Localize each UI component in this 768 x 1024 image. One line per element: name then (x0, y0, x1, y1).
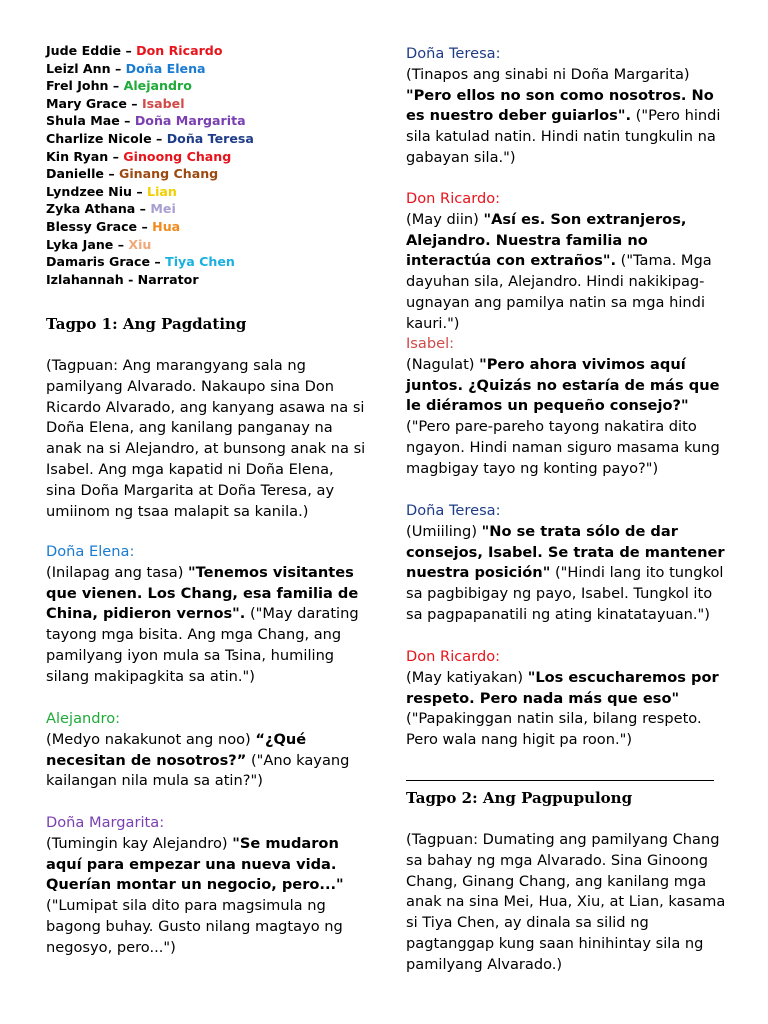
tagalog-translation: ("Papakinggan natin sila, bilang respeto. Pero wala nang higit pa roon.") (406, 710, 702, 749)
spanish-line: “¿Qué necesitan de nosotros?” (46, 730, 307, 769)
stage-direction: (May katiyakan) (406, 668, 528, 686)
role-name: Isabel (141, 95, 185, 111)
spanish-line: "Pero ahora vivimos aquí juntos. ¿Quizás no estaría de más que le diéramos un pequeño consejo?" (406, 355, 720, 415)
stage-direction: (Nagulat) (406, 355, 480, 373)
cast-entry (46, 271, 254, 289)
cast-list (46, 42, 254, 288)
speaker-name: Doña Elena: (46, 543, 135, 560)
stage-direction: (Inilapag ang tasa) (46, 563, 189, 581)
actor-name: Izlahannah - Narrator (46, 271, 199, 287)
role-name: Doña Elena (125, 60, 206, 76)
scene-1-title: Tagpo 1: Ang Pagdating (46, 315, 247, 333)
dialogue-block (46, 709, 366, 792)
cast-entry (46, 148, 254, 166)
cast-entry (46, 112, 254, 130)
speaker-name: Isabel: (406, 335, 455, 352)
spanish-line: "Tenemos visitantes que vienen. Los Chang, esa familia de China, pidieron vernos". (46, 563, 359, 623)
cast-entry (46, 77, 254, 95)
role-name: Tiya Chen (165, 254, 235, 270)
cast-entry (46, 95, 254, 113)
stage-direction: (May diin) (406, 210, 484, 228)
dialogue-block (406, 647, 726, 751)
scene-2-title: Tagpo 2: Ang Pagpupulong (406, 789, 633, 807)
tagalog-translation: ("Ano kayang kailangan nila mula sa atin?") (46, 751, 350, 790)
stage-direction: (Tinapos ang sinabi ni Doña Margarita) (406, 65, 690, 83)
cast-entry (46, 130, 254, 148)
cast-entry (46, 200, 254, 218)
role-name: Lian (147, 183, 177, 199)
tagalog-translation: ("Tama. Mga dayuhan sila, Alejandro. Hindi nakikipag-ugnayan ang pamilya natin sa mga hindi kauri.") (406, 252, 712, 332)
spanish-line: "Así es. Son extranjeros, Alejandro. Nuestra familia no interactúa con extraños". (406, 210, 687, 270)
tagalog-translation: ("Lumipat sila dito para magsimula ng bagong buhay. Gusto nilang magtayo ng negosyo, pero...") (46, 897, 343, 956)
cast-entry (46, 253, 254, 271)
scene-1-setting: (Tagpuan: Ang marangyang sala ng pamilyang Alvarado. Nakaupo sina Don Ricardo Alvarado, ang kanyang asawa na si Doña Elena, ang kanilang panganay na anak na si Alejandro, at bunsong anak na si Isabel. Ang mga kapatid ni Doña Elena, sina Doña Margarita at Doña Teresa, ay umiinom ng tsaa malapit sa kanila.) (46, 357, 366, 520)
role-name: Doña Teresa (166, 130, 254, 146)
stage-direction: (Medyo nakakunot ang noo) (46, 730, 256, 748)
dialogue-block (406, 334, 726, 480)
actor-name: Frel John – (46, 78, 124, 94)
role-name: Ginang Chang (119, 166, 219, 182)
role-name: Xiu (128, 236, 152, 252)
tagalog-translation: ("Pero hindi sila katulad natin. Hindi natin tungkulin na gabayan sila.") (406, 107, 721, 166)
actor-name: Damaris Grace – (46, 254, 166, 270)
speaker-name: Alejandro: (46, 710, 121, 727)
actor-name: Kin Ryan – (46, 148, 124, 164)
scene-2-setting: (Tagpuan: Dumating ang pamilyang Chang sa bahay ng mga Alvarado. Sina Ginoong Chang, Ginang Chang, ang kanilang mga anak na sina Mei, Hua, Xiu, at Lian, kasama si Tiya Chen, ay dinala sa silid ng pagtanggap kung saan hinihintay sila ng pamilyang Alvarado.) (406, 831, 726, 973)
actor-name: Lyndzee Niu – (46, 183, 148, 199)
role-name: Mei (150, 201, 176, 217)
dialogue-block (406, 189, 726, 335)
speaker-name: Don Ricardo: (406, 190, 501, 207)
tagalog-translation: ("Hindi lang ito tungkol sa pagbibigay ng payo, Isabel. Tungkol ito sa pagpapanatili ng ating kinatatayuan.") (406, 564, 724, 623)
tagalog-translation: ("Pero pare-pareho tayong nakatira dito ngayon. Hindi naman siguro masama kung magbigay tayo ng konting payo?") (406, 418, 720, 477)
actor-name: Jude Eddie – (46, 43, 137, 58)
tagalog-translation: ("May darating tayong mga bisita. Ang mga Chang, ang pamilyang iyon mula sa Tsina, humiling silang makipagkita sa atin.") (46, 605, 359, 685)
speaker-name: Don Ricardo: (406, 648, 501, 665)
actor-name: Zyka Athana – (46, 201, 151, 217)
dialogue-block (46, 542, 366, 688)
actor-name: Blessy Grace – (46, 218, 153, 234)
speaker-name: Doña Margarita: (46, 814, 165, 831)
spanish-line: "Pero ellos no son como nosotros. No es nuestro deber guiarlos". (406, 86, 714, 125)
cast-entry (46, 165, 254, 183)
dialogue-block (406, 501, 726, 626)
cast-entry (46, 183, 254, 201)
actor-name: Mary Grace – (46, 95, 142, 111)
cast-entry (46, 218, 254, 236)
section-divider (406, 780, 714, 781)
stage-direction: (Umiiling) (406, 522, 482, 540)
spanish-line: "No se trata sólo de dar consejos, Isabel. Se trata de mantener nuestra posición" (406, 522, 725, 582)
spanish-line: "Se mudaron aquí para empezar una nueva vida. Querían montar un negocio, pero..." (46, 834, 344, 894)
stage-direction: (Tumingin kay Alejandro) (46, 834, 233, 852)
dialogue-block (46, 813, 366, 959)
actor-name: Shula Mae – (46, 113, 135, 129)
actor-name: Charlize Nicole – (46, 130, 167, 146)
role-name: Doña Margarita (134, 113, 246, 129)
spanish-line: "Los escucharemos por respeto. Pero nada más que eso" (406, 668, 719, 707)
cast-entry (46, 42, 254, 60)
role-name: Ginoong Chang (123, 148, 232, 164)
actor-name: Leizl Ann – (46, 60, 126, 76)
actor-name: Lyka Jane – (46, 236, 129, 252)
cast-entry (46, 236, 254, 254)
role-name: Alejandro (123, 78, 192, 94)
dialogue-block (406, 44, 726, 169)
cast-entry (46, 60, 254, 78)
actor-name: Danielle – (46, 166, 120, 182)
speaker-name: Doña Teresa: (406, 502, 501, 519)
role-name: Hua (152, 218, 181, 234)
role-name: Don Ricardo (136, 43, 223, 58)
speaker-name: Doña Teresa: (406, 45, 501, 62)
